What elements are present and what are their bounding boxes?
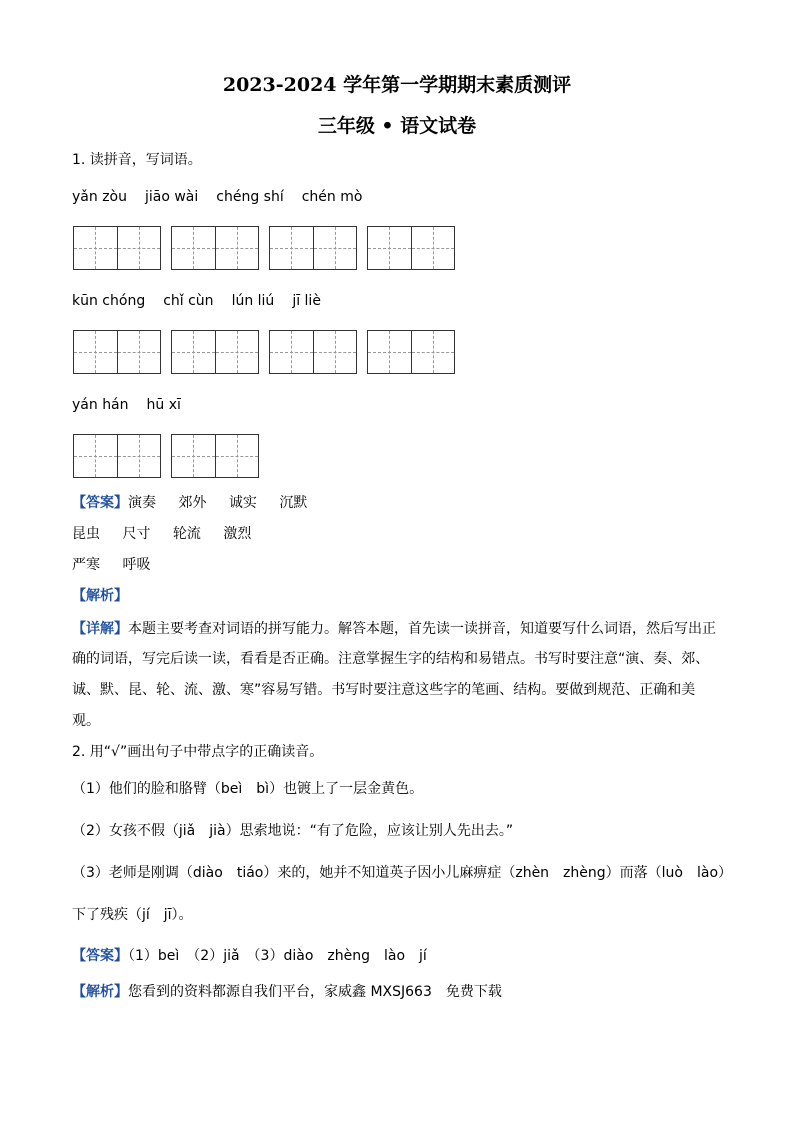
answer-word: 郊外 xyxy=(178,495,207,511)
writing-box[interactable] xyxy=(73,226,161,270)
pinyin: jī liè xyxy=(292,293,321,309)
detail-label: 【详解】 xyxy=(72,621,128,637)
pinyin: jiāo wài xyxy=(144,189,199,205)
answer-word: 严寒 xyxy=(72,557,100,573)
pinyin-row-2 xyxy=(72,291,339,311)
writing-box[interactable] xyxy=(171,434,259,478)
pinyin: chéng shí xyxy=(216,189,284,205)
pinyin-row-3 xyxy=(72,395,199,415)
answer-word: 尺寸 xyxy=(122,526,151,542)
exam-title: 2023-2024 学年第一学期期末素质测评 xyxy=(222,74,572,96)
writing-box[interactable] xyxy=(171,330,259,374)
answer-word: 激烈 xyxy=(223,526,252,542)
writing-grid-row-1 xyxy=(73,226,455,270)
answer-word: 诚实 xyxy=(228,495,257,511)
detail-line-3: 诚、默、昆、轮、流、激、寒”容易写错。书写时要注意这些字的笔画、结构。要做到规范、正确和美 xyxy=(72,682,696,698)
q2-item-2: （2）女孩不假（jiǎ jià）思索地说：“有了危险，应该让别人先出去。” xyxy=(72,823,514,839)
detail-text: 本题主要考查对词语的拼写能力。解答本题，首先读一读拼音，知道要写什么词语，然后写出正 xyxy=(128,621,716,637)
q2-item-4: 下了残疾（jí jī）。 xyxy=(72,907,193,923)
detail-line-2: 确的词语，写完后读一读，看看是否正确。注意掌握生字的结构和易错点。书写时要注意“演、奏、郊、 xyxy=(72,651,710,667)
answer-text: （1）beì （2）jiǎ （3）diào zhèng lào jí xyxy=(128,948,427,964)
writing-grid-row-2 xyxy=(73,330,455,374)
q2-item-3: （3）老师是刚调（diào tiáo）来的，她并不知道英子因小儿麻痹症（zhèn zhèng）而落（luò lào） xyxy=(72,865,733,881)
q1-answer-row-3 xyxy=(72,555,168,575)
writing-box[interactable] xyxy=(269,226,357,270)
pinyin: yǎn zòu xyxy=(72,189,127,205)
pinyin-row-1 xyxy=(72,187,380,207)
writing-box[interactable] xyxy=(73,330,161,374)
answer-label: 【答案】 xyxy=(72,948,128,964)
answer-word: 演奏 xyxy=(128,495,156,511)
detail-line-4: 观。 xyxy=(72,713,100,729)
pinyin: chén mò xyxy=(301,189,363,205)
writing-box[interactable] xyxy=(269,330,357,374)
answer-word: 呼吸 xyxy=(122,557,151,573)
pinyin: lún liú xyxy=(231,293,275,309)
pinyin: yán hán xyxy=(72,397,129,413)
writing-grid-row-3 xyxy=(73,434,259,478)
detail-line-1 xyxy=(72,619,716,639)
q1-answer-row-1 xyxy=(72,493,325,513)
q2-item-1: （1）他们的脸和胳臂（beì bì）也镀上了一层金黄色。 xyxy=(72,781,424,797)
exam-subtitle: 三年级 • 语文试卷 xyxy=(317,115,477,137)
writing-box[interactable] xyxy=(367,226,455,270)
writing-box[interactable] xyxy=(171,226,259,270)
pinyin: chǐ cùn xyxy=(163,293,214,309)
analysis-label: 【解析】 xyxy=(72,984,128,1000)
answer-word: 昆虫 xyxy=(72,526,100,542)
answer-word: 轮流 xyxy=(172,526,201,542)
writing-box[interactable] xyxy=(73,434,161,478)
q2-answer xyxy=(72,946,427,966)
answer-label: 【答案】 xyxy=(72,495,128,511)
q2-analysis xyxy=(72,982,502,1002)
pinyin: kūn chóng xyxy=(72,293,146,309)
answer-word: 沉默 xyxy=(279,495,308,511)
analysis-text: 您看到的资料都源自我们平台，家威鑫 MXSJ663 免费下载 xyxy=(128,984,502,1000)
q1-answer-row-2 xyxy=(72,524,269,544)
q1-prompt: 1. 读拼音，写词语。 xyxy=(72,152,202,168)
q2-prompt: 2. 用“√”画出句子中带点字的正确读音。 xyxy=(72,744,324,760)
writing-box[interactable] xyxy=(367,330,455,374)
analysis-label: 【解析】 xyxy=(72,588,128,604)
pinyin: hū xī xyxy=(146,397,181,413)
